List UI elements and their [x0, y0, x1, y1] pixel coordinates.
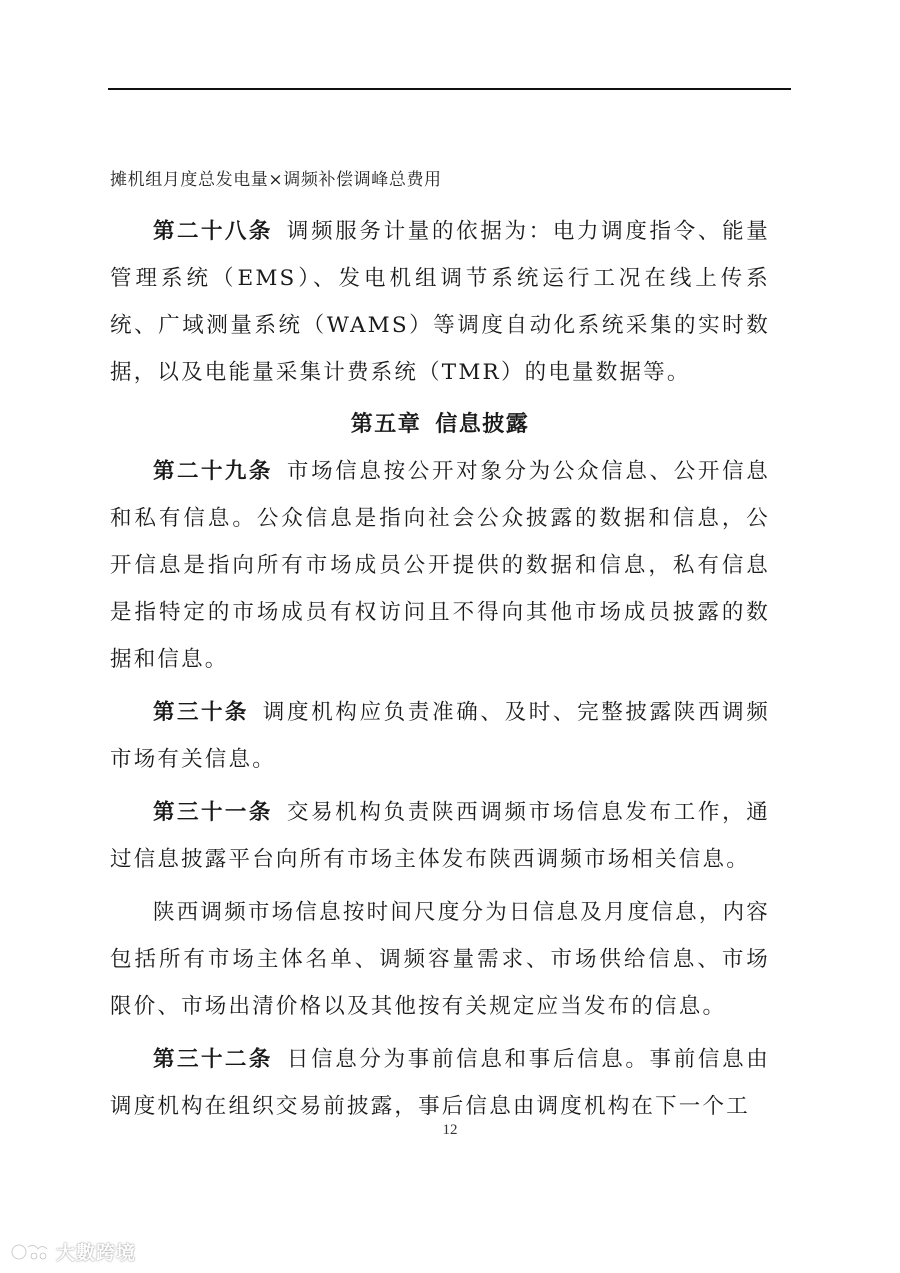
article-31: [110, 789, 770, 883]
article-number: 第三十条: [153, 700, 249, 725]
brand-logo-icon: [10, 1239, 50, 1265]
watermark-text: 大數跨境: [56, 1242, 137, 1264]
page-number: 12: [442, 1122, 458, 1138]
chapter-heading: [110, 402, 770, 448]
article-28: [110, 208, 770, 396]
article-31-continuation: [110, 889, 770, 1030]
formula-continuation: 摊机组月度总发电量×调频补偿调峰总费用: [110, 170, 442, 190]
article-text: 调频服务计量的依据为：电力调度指令、能量管理系统（EMS）、发电机组调节系统运行工况在线上传系统、广域测量系统（WAMS）等调度自动化系统采集的实时数据，以及电能量采集计费系统（TMR）的电量数据等。: [110, 219, 770, 385]
chapter-title: 信息披露: [435, 412, 530, 437]
article-text: 日信息分为事前信息和事后信息。事前信息由调度机构在组织交易前披露，事后信息由调度机构在下一个工: [110, 1047, 770, 1119]
article-32: [110, 1036, 770, 1130]
article-number: 第三十二条: [153, 1047, 273, 1072]
article-text: 交易机构负责陕西调频市场信息发布工作，通过信息披露平台向所有市场主体发布陕西调频市场相关信息。: [110, 800, 770, 872]
document-body: [110, 158, 770, 1130]
article-29: [110, 448, 770, 683]
watermark: [10, 1238, 136, 1265]
header-rule: [108, 88, 791, 90]
article-number: 第三十一条: [153, 800, 273, 825]
article-text: 调度机构应负责准确、及时、完整披露陕西调频市场有关信息。: [110, 700, 770, 772]
article-30: [110, 689, 770, 783]
chapter-number: 第五章: [350, 412, 422, 437]
article-number: 第二十九条: [153, 459, 273, 484]
article-text: 陕西调频市场信息按时间尺度分为日信息及月度信息，内容包括所有市场主体名单、调频容量需求、市场供给信息、市场限价、市场出清价格以及其他按有关规定应当发布的信息。: [110, 900, 770, 1019]
article-number: 第二十八条: [153, 219, 273, 244]
article-text: 市场信息按公开对象分为公众信息、公开信息和私有信息。公众信息是指向社会公众披露的数据和信息，公开信息是指向所有市场成员公开提供的数据和信息，私有信息是指特定的市场成员有权访问且不得向其他市场成员披露的数据和信息。: [110, 459, 770, 672]
